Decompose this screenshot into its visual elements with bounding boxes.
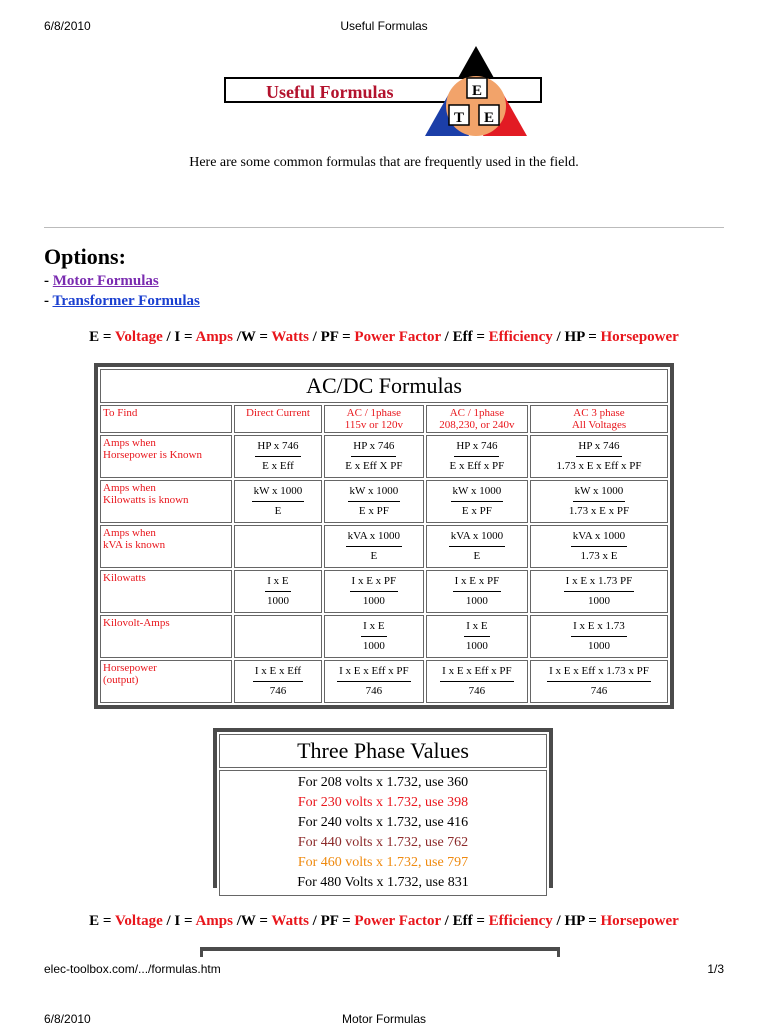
footer-url: elec-toolbox.com/.../formulas.htm (44, 962, 221, 976)
legend-bottom (0, 913, 768, 930)
formula-denominator: 1000 (362, 640, 385, 652)
formula-cell (234, 660, 322, 703)
table-row (100, 435, 668, 478)
table-row (100, 615, 668, 658)
formula-cell (426, 480, 528, 523)
legend-part: E = (89, 913, 115, 929)
legend-part: / I = (162, 329, 196, 345)
legend-part: /W = (232, 329, 272, 345)
row-label-line: Kilovolt-Amps (103, 617, 170, 629)
formula-numerator: I x E (464, 617, 489, 637)
page-title: Useful Formulas (266, 82, 394, 102)
intro-text: Here are some common formulas that are frequently used in the field. (189, 155, 579, 170)
formula-numerator: I x E x PF (453, 572, 502, 592)
legend-part: Efficiency (488, 329, 553, 345)
formula-numerator: HP x 746 (255, 437, 300, 457)
row-label-line: Horsepower (103, 662, 157, 674)
formula-numerator: HP x 746 (351, 437, 396, 457)
formula-denominator: 1000 (362, 595, 385, 607)
formula-numerator: I x E x 1.73 (571, 617, 627, 637)
legend-part: Efficiency (488, 913, 553, 929)
legend-part: / Eff = (440, 329, 489, 345)
column-header-line: 208,230, or 240v (439, 419, 515, 431)
three-phase-item: For 480 Volts x 1.732, use 831 (297, 875, 469, 890)
row-label (100, 570, 232, 613)
column-header-line: All Voltages (571, 419, 627, 431)
column-header-line: AC / 1phase (449, 407, 505, 419)
legend-part: Horsepower (600, 329, 679, 345)
column-header (324, 405, 424, 433)
next-header-date: 6/8/2010 (44, 1012, 91, 1026)
formula-numerator: kW x 1000 (573, 482, 626, 502)
formula-cell (234, 435, 322, 478)
table-row (100, 570, 668, 613)
formula-denominator: E (370, 550, 378, 562)
formula-numerator: kW x 1000 (451, 482, 504, 502)
ete-logo-icon (421, 44, 531, 140)
legend-part: Power Factor (354, 329, 441, 345)
header-date: 6/8/2010 (44, 19, 91, 33)
formula-denominator: 746 (365, 685, 383, 697)
formula-cell (426, 435, 528, 478)
acdc-caption: AC/DC Formulas (100, 369, 668, 403)
formula-numerator: kVA x 1000 (346, 527, 402, 547)
formula-denominator: E (473, 550, 481, 562)
formula-cell (426, 660, 528, 703)
formula-numerator: kVA x 1000 (571, 527, 627, 547)
footer-page: 1/3 (707, 962, 724, 976)
formula-denominator: E x PF (461, 505, 492, 517)
formula-numerator: kVA x 1000 (449, 527, 505, 547)
formula-numerator: HP x 746 (576, 437, 621, 457)
column-header-line: Direct Current (246, 407, 310, 419)
formula-denominator: E x Eff X PF (345, 460, 403, 472)
legend-part: / PF = (308, 913, 355, 929)
row-label-line: Horsepower is Known (103, 449, 202, 461)
column-header (426, 405, 528, 433)
formula-denominator: E x Eff x PF (449, 460, 505, 472)
formula-numerator: I x E (361, 617, 386, 637)
formula-cell (324, 660, 424, 703)
row-label-line: (output) (103, 674, 139, 686)
table-row (100, 660, 668, 703)
formula-denominator: 1000 (465, 595, 488, 607)
legend-top (0, 329, 768, 346)
formula-cell (234, 615, 322, 658)
logo-letter-1: E (471, 83, 483, 99)
three-phase-list (219, 770, 547, 896)
formula-numerator: I x E x Eff x PF (440, 662, 513, 682)
formula-cell (530, 480, 668, 523)
formula-cell (324, 615, 424, 658)
three-phase-caption: Three Phase Values (219, 734, 547, 768)
row-label-line: Amps when (103, 482, 156, 494)
legend-part: Watts (271, 329, 309, 345)
formula-cell (530, 615, 668, 658)
formula-denominator: 1.73 x E x Eff x PF (556, 460, 642, 472)
formula-denominator: 1000 (266, 595, 289, 607)
formula-cell (426, 615, 528, 658)
formula-denominator: 1000 (587, 640, 610, 652)
table-row (100, 525, 668, 568)
formula-denominator: 746 (468, 685, 486, 697)
acdc-formulas-frame (94, 363, 674, 709)
three-phase-item: For 240 volts x 1.732, use 416 (297, 815, 469, 830)
three-phase-item: For 460 volts x 1.732, use 797 (297, 855, 469, 870)
formula-numerator: I x E x Eff x 1.73 x PF (547, 662, 651, 682)
column-header (530, 405, 668, 433)
logo-letter-2: T (453, 110, 465, 126)
formula-cell (324, 525, 424, 568)
formula-cell (530, 435, 668, 478)
formula-numerator: I x E (265, 572, 290, 592)
formula-cell (530, 570, 668, 613)
next-header-title: Motor Formulas (341, 1012, 427, 1026)
option-item-transformer: - Transformer Formulas (44, 293, 200, 309)
formula-numerator: HP x 746 (454, 437, 499, 457)
motor-formulas-link[interactable]: Motor Formulas (52, 273, 159, 289)
row-label (100, 435, 232, 478)
three-phase-table (217, 732, 549, 898)
formula-cell (530, 525, 668, 568)
formula-numerator: kW x 1000 (252, 482, 305, 502)
legend-part: / Eff = (440, 913, 489, 929)
legend-part: / HP = (552, 913, 601, 929)
formula-cell (426, 570, 528, 613)
formula-cell (234, 570, 322, 613)
formula-cell (324, 480, 424, 523)
row-label-line: Kilowatts (103, 572, 146, 584)
formula-cell (324, 570, 424, 613)
formula-numerator: I x E x PF (350, 572, 399, 592)
formula-denominator: 1.73 x E x PF (568, 505, 630, 517)
legend-part: Amps (195, 329, 233, 345)
legend-part: Power Factor (354, 913, 441, 929)
divider (44, 227, 724, 228)
row-label (100, 615, 232, 658)
formula-numerator: I x E x 1.73 PF (564, 572, 635, 592)
formula-cell (234, 525, 322, 568)
legend-part: /W = (232, 913, 272, 929)
option-item-motor: - Motor Formulas (44, 273, 159, 289)
legend-part: Amps (195, 913, 233, 929)
header-title: Useful Formulas (340, 19, 428, 33)
row-label-line: Amps when (103, 437, 156, 449)
legend-part: Voltage (114, 913, 163, 929)
row-label-line: Kilowatts is known (103, 494, 189, 506)
formula-denominator: E x PF (358, 505, 389, 517)
legend-part: Voltage (114, 329, 163, 345)
column-header-line: AC 3 phase (573, 407, 625, 419)
formula-cell (324, 435, 424, 478)
formula-denominator: E (274, 505, 282, 517)
formula-denominator: E x Eff (262, 460, 294, 472)
row-label-line: Amps when (103, 527, 156, 539)
table-row (100, 480, 668, 523)
formula-denominator: 1.73 x E (580, 550, 618, 562)
formula-numerator: I x E x Eff x PF (337, 662, 410, 682)
legend-part: / I = (162, 913, 196, 929)
legend-part: Horsepower (600, 913, 679, 929)
row-label-line: kVA is known (103, 539, 166, 551)
next-table-frame (200, 947, 560, 957)
legend-part: E = (89, 329, 115, 345)
row-label (100, 525, 232, 568)
legend-part: / PF = (308, 329, 355, 345)
column-header-line: To Find (103, 407, 138, 419)
title-banner (224, 44, 544, 140)
formula-cell (426, 525, 528, 568)
formula-denominator: 746 (590, 685, 608, 697)
formula-denominator: 746 (269, 685, 287, 697)
legend-part: / HP = (552, 329, 601, 345)
row-label (100, 660, 232, 703)
acdc-header-row (100, 405, 668, 433)
acdc-formulas-table (98, 367, 670, 705)
formula-denominator: 1000 (587, 595, 610, 607)
options-heading: Options: (44, 244, 126, 269)
three-phase-item: For 440 volts x 1.732, use 762 (297, 835, 469, 850)
column-header (234, 405, 322, 433)
formula-numerator: kW x 1000 (348, 482, 401, 502)
formula-cell (234, 480, 322, 523)
column-header-line: 115v or 120v (344, 419, 403, 431)
formula-cell (530, 660, 668, 703)
row-label (100, 480, 232, 523)
column-header-line: AC / 1phase (346, 407, 402, 419)
three-phase-item: For 230 volts x 1.732, use 398 (297, 795, 469, 810)
column-header (100, 405, 232, 433)
three-phase-item: For 208 volts x 1.732, use 360 (297, 775, 469, 790)
formula-denominator: 1000 (465, 640, 488, 652)
three-phase-frame (213, 728, 553, 888)
legend-part: Watts (271, 913, 309, 929)
logo-letter-3: E (483, 110, 495, 126)
formula-numerator: I x E x Eff (253, 662, 303, 682)
transformer-formulas-link[interactable]: Transformer Formulas (52, 293, 200, 309)
